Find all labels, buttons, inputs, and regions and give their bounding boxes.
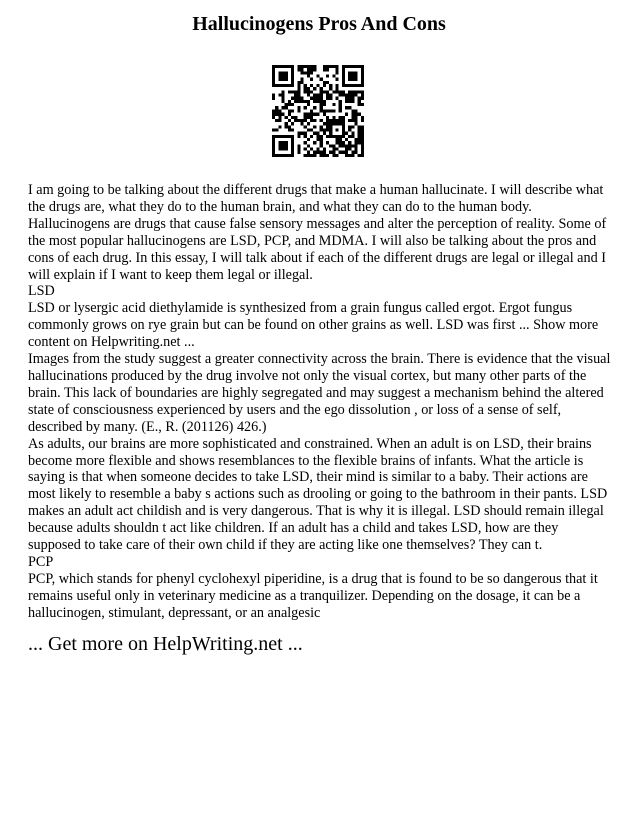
paragraph-adults: As adults, our brains are more sophisticated and constrained. When an adult is on LSD, their brains become more flexible and shows resemblances to the flexible brains of infants. What the article is saying is that when someone decides to take LSD, their mind is similar to a baby. Their actions are most likely to resemble a baby s actions such as drooling or going to the bathroom in their pants. LSD makes an adult act childish and is very dangerous. That is why it is illegal. LSD should remain illegal because adults shouldn t act like children. If an adult has a child and takes LSD, how are they supposed to take care of their own child if they are acting like one themselves? They can t. — [28, 435, 608, 554]
paragraph-lsd-definition: LSD or lysergic acid diethylamide is synthesized from a grain fungus called ergot. Ergot fungus commonly grows on rye grain but can be found on other grains as well. LSD was first ... Show more content on Helpwriting.net ... — [28, 300, 599, 351]
essay-body — [28, 182, 614, 622]
paragraph-pcp: PCP, which stands for phenyl cyclohexyl piperidine, is a drug that is found to be so dangerous that it remains useful only in veterinary medicine as a tranquilizer. Depending on the dosage, it can be a hallucinogen, stimulant, depressant, or an analgesic — [28, 570, 598, 621]
paragraph-study: Images from the study suggest a greater connectivity across the brain. There is evidence that the visual hallucinations produced by the drug involve not only the visual cortex, but many other parts of the brain. This lack of boundaries are highly segregated and may suggest a mechanism behind the altered state of consciousness experienced by users and the ego dissolution , or loss of a sense of self, described by many. (E., R. (201126) 426.) — [28, 351, 611, 435]
paragraph-intro: I am going to be talking about the different drugs that make a human hallucinate. I will describe what the drugs are, what they do to the human brain, and what they can do to the human body. Hallucinogens are drugs that cause false sensory messages and alter the perception of reality. Some of the most popular hallucinogens are LSD, PCP, and MDMA. I will also be talking about the pros and cons of each drug. In this essay, I will talk about if each of the different drugs are legal or illegal and I will explain if I want to keep them legal or illegal. — [28, 182, 607, 283]
get-more-link[interactable]: ... Get more on HelpWriting.net ... — [28, 633, 303, 655]
page-title: Hallucinogens Pros And Cons — [192, 13, 446, 35]
qr-code-icon — [272, 65, 364, 157]
heading-lsd: LSD — [28, 283, 55, 300]
qr-code-graphic — [272, 65, 364, 157]
heading-pcp: PCP — [28, 553, 54, 570]
